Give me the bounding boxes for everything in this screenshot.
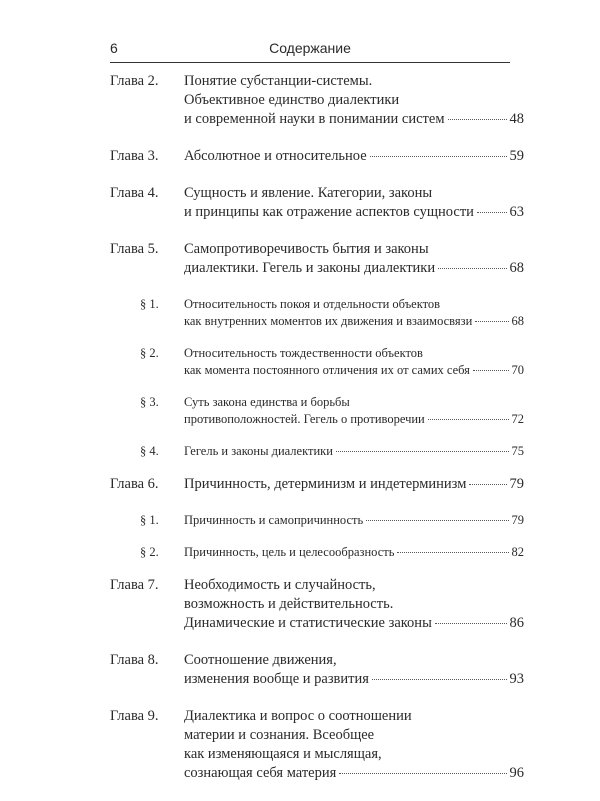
- dot-leader: [469, 484, 506, 485]
- toc-title-last-line: [184, 670, 524, 689]
- toc-entry-title: [184, 296, 524, 330]
- toc-title-line: сознающая себя материя: [184, 765, 337, 781]
- toc-title-last-line: [184, 203, 524, 222]
- toc-chapter-entry: [110, 707, 524, 783]
- toc-entry-label: Глава 7.: [110, 577, 159, 593]
- toc-entry-title: [184, 707, 524, 783]
- toc-page-number: 82: [511, 545, 524, 559]
- toc-entry-label: Глава 2.: [110, 73, 159, 89]
- dot-leader: [473, 370, 509, 371]
- toc-title-line: Соотношение движения,: [184, 652, 337, 668]
- toc-entry-title: [184, 512, 524, 529]
- toc-entry-title: [184, 147, 524, 166]
- toc-title-line: как внутренних моментов их движения и взаимосвязи: [184, 314, 473, 328]
- toc-title-last-line: [184, 764, 524, 783]
- toc-page-number: 70: [511, 363, 524, 377]
- toc-title-last-line: [184, 110, 524, 129]
- dot-leader: [477, 212, 507, 213]
- toc-entry-label: Глава 4.: [110, 185, 159, 201]
- dot-leader: [366, 520, 508, 521]
- toc-section-entry: [110, 345, 524, 379]
- toc-entry-label: Глава 5.: [110, 241, 159, 257]
- toc-chapter-entry: [110, 475, 524, 494]
- toc-title-line: Суть закона единства и борьбы: [184, 395, 350, 409]
- toc-title-line: Причинность, детерминизм и индетерминизм: [184, 476, 467, 492]
- toc-title-line: Необходимость и случайность,: [184, 577, 376, 593]
- toc-title-line: противоположностей. Гегель о противоречии: [184, 412, 425, 426]
- toc-page-number: 72: [511, 412, 524, 426]
- toc-page-number: 59: [509, 148, 524, 164]
- toc-title-line: и принципы как отражение аспектов сущности: [184, 204, 474, 220]
- toc-entry-title: [184, 576, 524, 633]
- toc-chapter-entry: [110, 147, 524, 166]
- toc-page-number: 79: [511, 513, 524, 527]
- toc-section-entry: [110, 544, 524, 561]
- toc-page-number: 63: [509, 204, 524, 220]
- dot-leader: [438, 268, 506, 269]
- toc-title-line: Относительность тождественности объектов: [184, 346, 423, 360]
- toc-title-line: Гегель и законы диалектики: [184, 444, 333, 458]
- toc-entry-label: Глава 6.: [110, 476, 159, 492]
- toc-title-last-line: [184, 475, 524, 494]
- toc-title-line: Абсолютное и относительное: [184, 148, 367, 164]
- toc-title-line: Сущность и явление. Категории, законы: [184, 185, 433, 201]
- toc-page-number: 86: [509, 615, 524, 631]
- toc-chapter-entry: [110, 651, 524, 689]
- toc-title-line: Причинность, цель и целесообразность: [184, 545, 395, 559]
- toc-entry-title: [184, 240, 524, 278]
- toc-entry-label: § 2.: [140, 346, 159, 360]
- toc-page-number: 79: [509, 476, 524, 492]
- toc-section-entry: [110, 512, 524, 529]
- toc-title-line: Диалектика и вопрос о соотношении: [184, 708, 412, 724]
- table-of-contents: [110, 72, 524, 801]
- dot-leader: [370, 156, 507, 157]
- toc-title-last-line: [184, 259, 524, 278]
- toc-title-last-line: [184, 544, 524, 561]
- toc-title-line: Причинность и самопричинность: [184, 513, 364, 527]
- toc-chapter-entry: [110, 240, 524, 278]
- toc-page-number: 68: [509, 260, 524, 276]
- toc-entry-title: [184, 72, 524, 129]
- toc-title-line: Относительность покоя и отдельности объектов: [184, 297, 441, 311]
- toc-section-entry: [110, 443, 524, 460]
- toc-entry-title: [184, 544, 524, 561]
- dot-leader: [475, 321, 508, 322]
- toc-title-line: и современной науки в понимании систем: [184, 111, 445, 127]
- toc-title-line: материи и сознания. Всеобщее: [184, 727, 375, 743]
- dot-leader: [448, 119, 507, 120]
- toc-page-number: 68: [511, 314, 524, 328]
- toc-title-line: Динамические и статистические законы: [184, 615, 432, 631]
- toc-entry-label: Глава 9.: [110, 708, 159, 724]
- dot-leader: [428, 419, 509, 420]
- toc-section-entry: [110, 394, 524, 428]
- toc-title-last-line: [184, 411, 524, 428]
- toc-title-last-line: [184, 313, 524, 330]
- toc-entry-label: § 1.: [140, 297, 159, 311]
- toc-chapter-entry: [110, 184, 524, 222]
- toc-entry-label: Глава 3.: [110, 148, 159, 164]
- toc-title-last-line: [184, 443, 524, 460]
- toc-title-line: Понятие субстанции-системы.: [184, 73, 373, 89]
- toc-chapter-entry: [110, 72, 524, 129]
- toc-entry-title: [184, 184, 524, 222]
- toc-entry-title: [184, 345, 524, 379]
- toc-entry-title: [184, 475, 524, 494]
- toc-title-line: изменения вообще и развития: [184, 671, 369, 687]
- toc-entry-label: § 3.: [140, 395, 159, 409]
- page-header: [110, 40, 510, 63]
- toc-title-line: возможность и действительность.: [184, 596, 394, 612]
- dot-leader: [435, 623, 507, 624]
- toc-entry-title: [184, 443, 524, 460]
- toc-entry-label: § 2.: [140, 545, 159, 559]
- toc-page-number: 96: [509, 765, 524, 781]
- page-number: 6: [110, 40, 118, 56]
- dot-leader: [397, 552, 508, 553]
- toc-title-line: как момента постоянного отличения их от самих себя: [184, 363, 470, 377]
- toc-entry-label: § 1.: [140, 513, 159, 527]
- toc-title-line: Самопротиворечивость бытия и законы: [184, 241, 429, 257]
- toc-section-entry: [110, 296, 524, 330]
- toc-entry-title: [184, 394, 524, 428]
- running-title: Содержание: [269, 40, 351, 56]
- toc-title-last-line: [184, 362, 524, 379]
- toc-title-line: диалектики. Гегель и законы диалектики: [184, 260, 436, 276]
- toc-page-number: 75: [511, 444, 524, 458]
- toc-page-number: 48: [509, 111, 524, 127]
- toc-entry-label: § 4.: [140, 444, 159, 458]
- toc-title-last-line: [184, 512, 524, 529]
- dot-leader: [336, 451, 509, 452]
- toc-title-last-line: [184, 614, 524, 633]
- toc-title-line: как изменяющаяся и мыслящая,: [184, 746, 382, 762]
- toc-page-number: 93: [509, 671, 524, 687]
- toc-title-line: Объективное единство диалектики: [184, 92, 400, 108]
- dot-leader: [339, 773, 506, 774]
- toc-chapter-entry: [110, 576, 524, 633]
- toc-title-last-line: [184, 147, 524, 166]
- toc-entry-label: Глава 8.: [110, 652, 159, 668]
- dot-leader: [372, 679, 507, 680]
- toc-entry-title: [184, 651, 524, 689]
